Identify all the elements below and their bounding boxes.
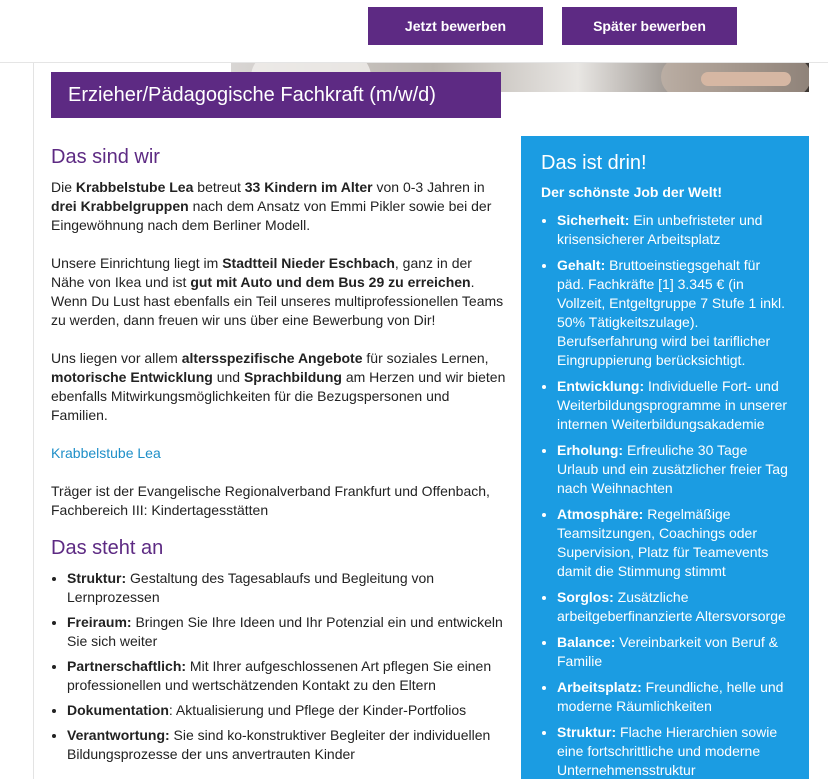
job-title-banner <box>51 72 501 118</box>
benefits-list <box>541 211 791 780</box>
list-item: • Balance: Vereinbarkeit von Beruf & Familie <box>557 633 791 671</box>
krabbelstube-link[interactable]: Krabbelstube Lea <box>51 445 161 461</box>
apply-later-button[interactable]: Später bewerben <box>562 7 737 45</box>
list-item: • Sicherheit: Ein unbefristeter und krisensicherer Arbeitsplatz <box>557 211 791 249</box>
main-content <box>51 144 509 770</box>
list-item: • Erholung: Erfreuliche 30 Tage Urlaub und ein zusätzlicher freier Tag nach Weihnachten <box>557 441 791 498</box>
list-item: • Verantwortung: Sie sind ko-konstruktiver Begleiter der individuellen Bildungsprozesse der uns anvertrauten Kinder <box>67 726 509 764</box>
list-item: • Partnerschaftlich: Mit Ihrer aufgeschlossenen Art pflegen Sie einen professionellen und wertschätzenden Kontakt zu den Eltern <box>67 657 509 695</box>
list-item: • Struktur: Gestaltung des Tagesablaufs und Begleitung von Lernprozessen <box>67 569 509 607</box>
about-paragraph-3: Uns liegen vor allem altersspezifische Angebote für soziales Lernen, motorische Entwicklung und Sprachbildung am Herzen und wir bieten ebenfalls Mitwirkungsmöglichkeiten für die Bezugspersonen und Familien. <box>51 350 506 423</box>
list-item: • Sorglos: Zusätzliche arbeitgeberfinanzierte Altersvorsorge <box>557 588 791 626</box>
content-left-border <box>33 62 34 779</box>
benefits-heading: Das ist drin! <box>541 152 647 174</box>
job-title: Erzieher/Pädagogische Fachkraft (m/w/d) <box>68 83 436 106</box>
list-item: • Gehalt: Bruttoeinstiegsgehalt für päd. Fachkräfte [1] 3.345 € (in Vollzeit, Entgeltgruppe 7 Stufe 1 inkl. 50% Tätigkeitszulage). Berufserfahrung wird bei tariflicher Eingruppierung berücksichtigt. <box>557 256 791 370</box>
apply-now-button[interactable]: Jetzt bewerben <box>368 7 543 45</box>
about-heading: Das sind wir <box>51 146 160 168</box>
about-paragraph-2: Unsere Einrichtung liegt im Stadtteil Nieder Eschbach, ganz in der Nähe von Ikea und ist gut mit Auto und dem Bus 29 zu erreichen. Wenn Du Lust hast ebenfalls ein Teil unseres multiprofessionellen Teams zu werden, dann freuen wir uns über eine Bewerbung von Dir! <box>51 255 504 328</box>
list-item: • Atmosphäre: Regelmäßige Teamsitzungen, Coachings oder Supervision, Platz für Teamevents damit die Stimmung stimmt <box>557 505 791 581</box>
carrier-info: Träger ist der Evangelische Regionalverband Frankfurt und Offenbach, Fachbereich III: Kindertagesstätten <box>51 483 490 518</box>
benefits-box <box>521 136 809 779</box>
about-paragraph-1: Die Krabbelstube Lea betreut 33 Kindern im Alter von 0-3 Jahren in drei Krabbelgruppen nach dem Ansatz von Emmi Pikler sowie bei der Eingewöhnung nach dem Berliner Modell. <box>51 179 492 233</box>
list-item: • Struktur: Flache Hierarchien sowie eine fortschrittliche und moderne Unternehmensstruktur <box>557 723 791 780</box>
list-item: • Arbeitsplatz: Freundliche, helle und moderne Räumlichkeiten <box>557 678 791 716</box>
tasks-list <box>51 569 509 764</box>
list-item: • Entwicklung: Individuelle Fort- und Weiterbildungsprogramme in unserer internen Weiterbildungsakademie <box>557 377 791 434</box>
benefits-lead: Der schönste Job der Welt! <box>541 184 723 200</box>
top-action-bar <box>0 0 828 63</box>
list-item: • Freiraum: Bringen Sie Ihre Ideen und Ihr Potenzial ein und entwickeln Sie sich weiter <box>67 613 509 651</box>
list-item: • Dokumentation: Aktualisierung und Pflege der Kinder-Portfolios <box>67 701 509 720</box>
tasks-heading: Das steht an <box>51 537 164 559</box>
